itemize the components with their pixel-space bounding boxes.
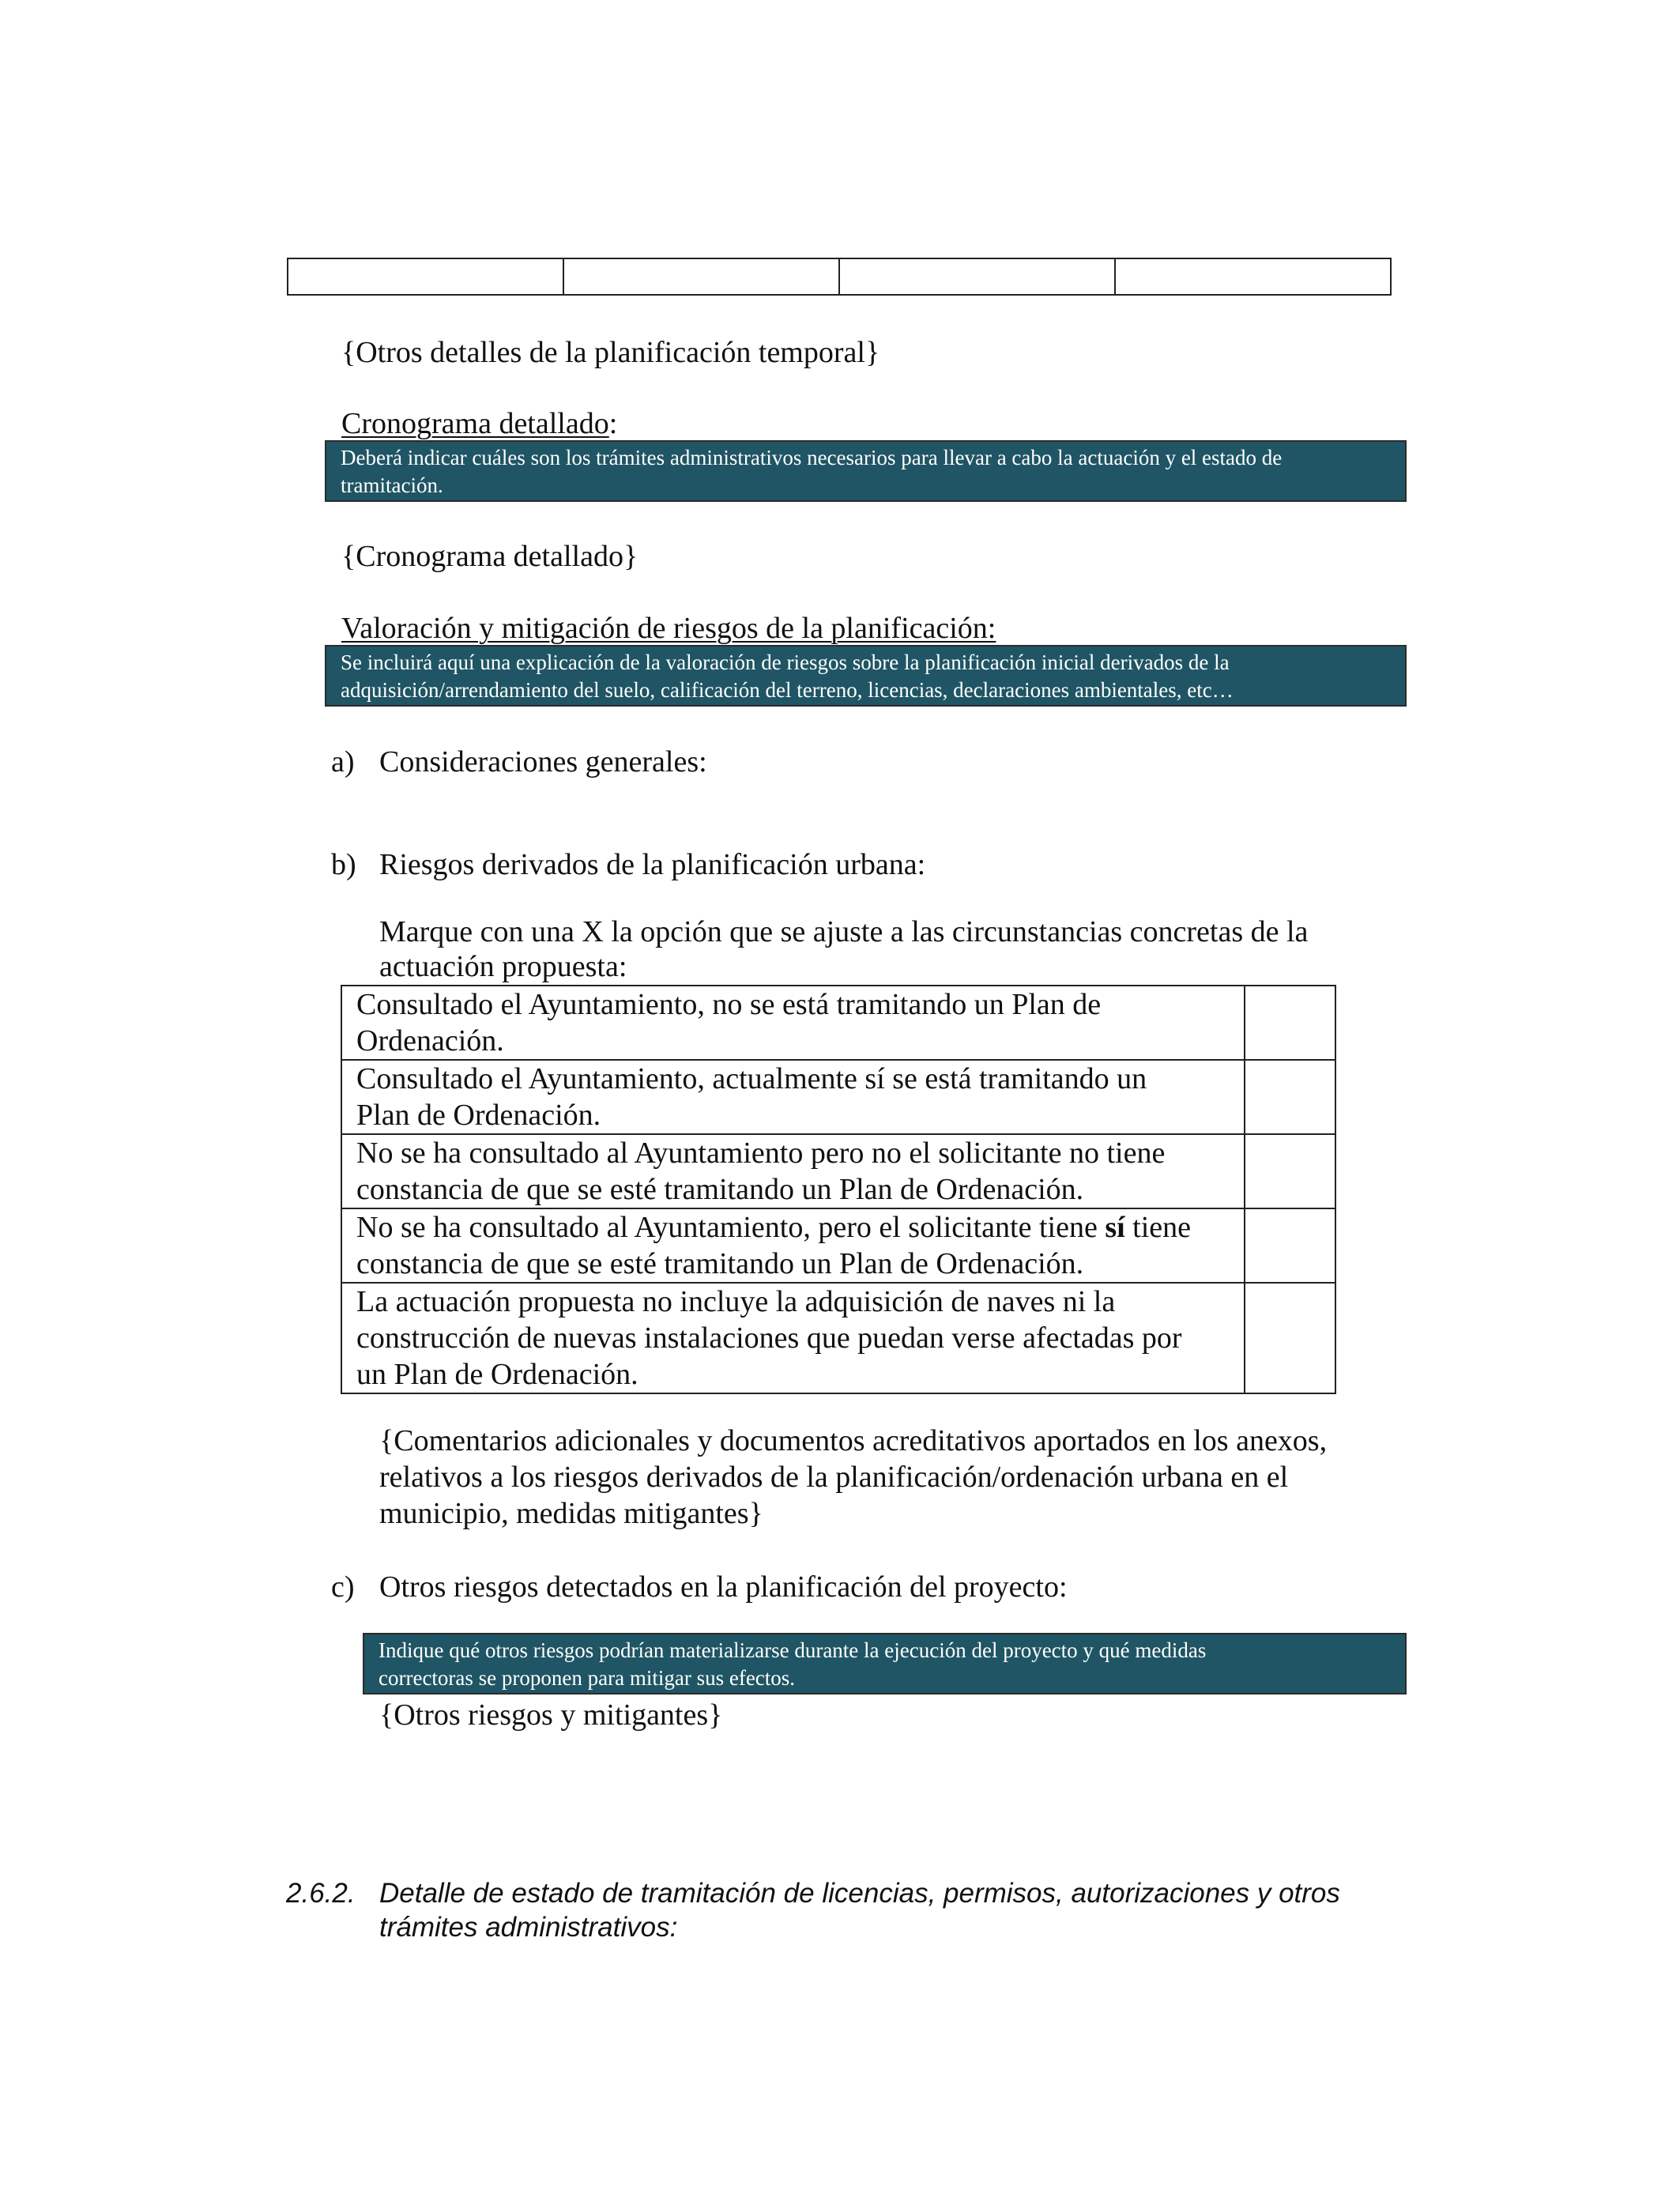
- cronograma-heading-text: Cronograma detallado: [341, 407, 609, 440]
- table-cell[interactable]: [563, 258, 839, 295]
- table-cell[interactable]: [1115, 258, 1391, 295]
- option-line-emphasis: sí: [1105, 1211, 1125, 1244]
- section-a-heading: Consideraciones generales:: [379, 745, 707, 778]
- temporal-details-placeholder[interactable]: {Otros detalles de la planificación temporal}: [341, 336, 880, 369]
- schedule-table: [287, 258, 1392, 296]
- option-checkbox[interactable]: [1245, 1134, 1335, 1208]
- option-text: [341, 1134, 1245, 1208]
- instruction-line: Marque con una X la opción que se ajuste a las circunstancias concretas de la: [379, 915, 1309, 948]
- option-line: constancia de que se esté tramitando un Plan de Ordenación.: [356, 1247, 1084, 1280]
- section-number: 2.6.2.: [286, 1878, 356, 1909]
- list-marker-c: c): [331, 1570, 355, 1604]
- otros-riesgos-placeholder[interactable]: {Otros riesgos y mitigantes}: [379, 1698, 723, 1732]
- option-line: Consultado el Ayuntamiento, no se está tramitando un Plan de: [356, 988, 1102, 1021]
- valoracion-heading: Valoración y mitigación de riesgos de la planificación:: [341, 612, 996, 645]
- comments-placeholder[interactable]: [379, 1423, 1327, 1532]
- comments-line: {Comentarios adicionales y documentos acreditativos aportados en los anexos,: [379, 1424, 1328, 1457]
- cronograma-placeholder[interactable]: {Cronograma detallado}: [341, 540, 638, 573]
- section-b-heading: Riesgos derivados de la planificación urbana:: [379, 848, 926, 881]
- table-row: [341, 1134, 1335, 1208]
- info-line: Se incluirá aquí una explicación de la valoración de riesgos sobre la planificación inicial derivados de la: [341, 650, 1230, 674]
- option-checkbox[interactable]: [1245, 1208, 1335, 1283]
- option-checkbox[interactable]: [1245, 1283, 1335, 1393]
- info-line: adquisición/arrendamiento del suelo, calificación del terreno, licencias, declaraciones ambientales, etc…: [341, 678, 1234, 702]
- option-line: Ordenación.: [356, 1024, 504, 1057]
- option-line: un Plan de Ordenación.: [356, 1358, 638, 1391]
- list-marker-b: b): [331, 848, 356, 881]
- planning-options-table: [341, 985, 1336, 1394]
- list-marker-a: a): [331, 745, 355, 778]
- option-line: Plan de Ordenación.: [356, 1099, 601, 1132]
- table-row: [341, 1283, 1335, 1393]
- cronograma-heading-colon: :: [608, 407, 618, 440]
- table-cell[interactable]: [839, 258, 1115, 295]
- option-text: [341, 1060, 1245, 1134]
- table-cell[interactable]: [288, 258, 563, 295]
- option-line-part: tiene: [1124, 1211, 1192, 1244]
- option-checkbox[interactable]: [1245, 1060, 1335, 1134]
- table-row: [341, 986, 1335, 1060]
- table-row: [341, 1208, 1335, 1283]
- otros-riesgos-info-box: [363, 1633, 1407, 1695]
- option-text: [341, 986, 1245, 1060]
- option-checkbox[interactable]: [1245, 986, 1335, 1060]
- option-text: [341, 1208, 1245, 1283]
- info-line: Deberá indicar cuáles son los trámites administrativos necesarios para llevar a cabo la actuación y el estado de: [341, 446, 1283, 469]
- comments-line: municipio, medidas mitigantes}: [379, 1497, 763, 1530]
- option-line: constancia de que se esté tramitando un Plan de Ordenación.: [356, 1173, 1084, 1206]
- cronograma-heading: [341, 405, 617, 442]
- info-line: correctoras se proponen para mitigar sus efectos.: [379, 1666, 796, 1690]
- info-line: tramitación.: [341, 473, 443, 497]
- option-line-part: No se ha consultado al Ayuntamiento, pero el solicitante tiene: [356, 1211, 1106, 1244]
- option-line: Consultado el Ayuntamiento, actualmente sí se está tramitando un: [356, 1062, 1147, 1095]
- option-line: No se ha consultado al Ayuntamiento pero no el solicitante no tiene: [356, 1137, 1166, 1170]
- section-c-heading: Otros riesgos detectados en la planificación del proyecto:: [379, 1570, 1068, 1604]
- info-line: Indique qué otros riesgos podrían materializarse durante la ejecución del proyecto y qué medidas: [379, 1638, 1207, 1662]
- table-row: [341, 1060, 1335, 1134]
- cronograma-info-box: [325, 440, 1407, 502]
- section-heading-262: [379, 1876, 1340, 1944]
- section-heading-line: Detalle de estado de tramitación de licencias, permisos, autorizaciones y otros: [379, 1878, 1340, 1909]
- option-line: La actuación propuesta no incluye la adquisición de naves ni la: [356, 1285, 1116, 1318]
- section-heading-line: trámites administrativos:: [379, 1912, 678, 1943]
- option-line: construcción de nuevas instalaciones que puedan verse afectadas por: [356, 1321, 1182, 1355]
- option-text: [341, 1283, 1245, 1393]
- comments-line: relativos a los riesgos derivados de la planificación/ordenación urbana en el: [379, 1461, 1289, 1494]
- valoracion-info-box: [325, 645, 1407, 707]
- table-row: [288, 258, 1391, 295]
- option-line: [356, 1209, 1231, 1246]
- instruction-line: actuación propuesta:: [379, 950, 627, 983]
